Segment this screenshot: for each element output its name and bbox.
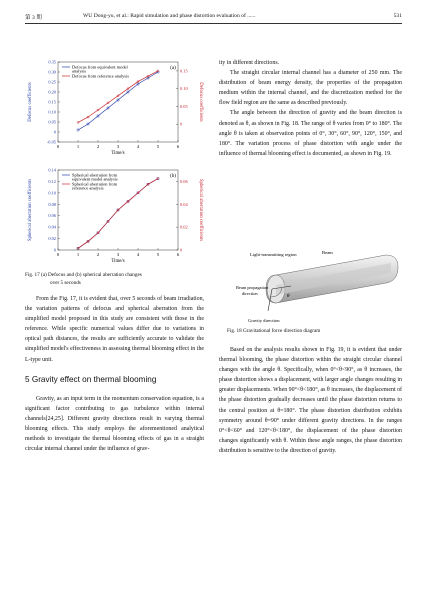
paragraph-gravity-intro: Gravity, as an input term in the momentum conservation equation, is a significant factor contributing to gas turbulence within internal channels[24,25]. Different gravity directions result in varying thermal blooming effects. This study employs the aforementioned analytical methods to investigate the thermal blooming effects of gas in a straight circular internal channel under the influence of grav- bbox=[25, 395, 204, 453]
page-number: 531 bbox=[393, 13, 402, 19]
y-tick-label: -0.05 bbox=[46, 139, 56, 145]
label-theta: θ bbox=[287, 294, 290, 299]
paragraph-fig17-discussion: From the Fig. 17, it is evident that, over 5 seconds of beam irradiation, the variation patterns of defocus and spherical aberration from the simplified model proposed in this study are consistent with those in the reference. While specific numerical values differ due to variations in optical path distances, the results are sufficiently accurate to validate the simplified model's effectiveness in assessing thermal blooming effect in the L-type unit. bbox=[25, 296, 204, 363]
x-tick-label: 2 bbox=[96, 252, 100, 257]
fig17-caption-line2: over 5 seconds bbox=[50, 280, 81, 286]
y-tick-label: 0.20 bbox=[48, 89, 56, 95]
label-beam: Beam bbox=[322, 250, 333, 255]
y2-axis-label: Defocus coefficients bbox=[198, 82, 203, 122]
label-propagation-2: direction bbox=[242, 291, 258, 296]
y2-tick-label: 0.04 bbox=[180, 201, 188, 207]
x-tick-label: 6 bbox=[176, 252, 180, 257]
legend-label: Defocus from equivalent model bbox=[72, 64, 128, 70]
legend-label-cont: reference analysis bbox=[72, 185, 104, 191]
figure-17-charts bbox=[25, 58, 205, 273]
y-tick-label: 0.30 bbox=[48, 69, 56, 75]
y-tick-label: 0 bbox=[53, 247, 56, 253]
paragraph-angle: The angle between the direction of gravity and the beam direction is denoted as θ, as shown in Fig. 18. The range of θ varies from 0° to 180°. The angle θ is taken at observation points of 0°, 30°, 60°, 90°, 120°, 150°, and 180°. The variation process of phase distortion with angle under the influence of thermal blooming effect is documented, as shown in Fig. 19. bbox=[219, 110, 402, 157]
panel-label: (b) bbox=[170, 174, 176, 179]
y2-axis-label: Spherical aberration coefficients bbox=[198, 178, 203, 242]
y2-tick-label: 0.05 bbox=[180, 103, 188, 109]
y2-tick-label: 0.06 bbox=[180, 178, 188, 184]
figure-17-caption bbox=[25, 271, 204, 287]
running-title: WU Dong-yu, et al.: Rapid simulation and phase distortion evaluation of ...... bbox=[83, 13, 256, 19]
y-axis-label: Defocus coefficients bbox=[28, 82, 33, 122]
y-axis-label: Spherical aberration coefficients bbox=[28, 178, 33, 242]
issue-number: 第 3 期 bbox=[25, 15, 42, 21]
legend-label-cont: equivalent model analysis bbox=[72, 176, 118, 182]
legend-label: Spherical aberration from bbox=[72, 172, 118, 178]
y2-tick-label: 0.10 bbox=[180, 86, 188, 92]
y2-tick-label: 0.15 bbox=[180, 68, 188, 74]
section-heading-5: 5 Gravity effect on thermal blooming bbox=[25, 374, 157, 384]
x-tick-label: 0 bbox=[56, 144, 60, 149]
figure-18-caption: Fig. 18 Gravitational force direction diagram bbox=[227, 328, 321, 334]
x-tick-label: 6 bbox=[176, 144, 180, 149]
label-propagation-1: Beam propagation bbox=[236, 285, 269, 290]
label-light-region: Light-transmitting region bbox=[250, 252, 297, 257]
x-tick-label: 3 bbox=[116, 144, 120, 149]
y-tick-label: 0.04 bbox=[48, 224, 56, 230]
x-tick-label: 5 bbox=[156, 144, 160, 149]
legend-label: Spherical aberration from bbox=[72, 181, 118, 187]
panel-label: (a) bbox=[170, 66, 176, 71]
y-tick-label: 0.10 bbox=[48, 109, 56, 115]
fig17-caption-line1: Fig. 17 (a) Defocus and (b) spherical aberration changes bbox=[25, 272, 142, 278]
legend-label: Defocus from reference analysis bbox=[72, 73, 129, 79]
x-axis-label: Time/s bbox=[111, 151, 125, 156]
y2-tick-label: 0 bbox=[180, 247, 183, 253]
y-tick-label: 0.02 bbox=[48, 236, 56, 242]
x-tick-label: 1 bbox=[76, 252, 80, 257]
x-tick-label: 4 bbox=[136, 144, 140, 149]
y-tick-label: 0.35 bbox=[48, 59, 56, 65]
y-tick-label: 0.12 bbox=[48, 178, 56, 184]
y-tick-label: 0 bbox=[53, 129, 56, 135]
x-axis-label: Time/s bbox=[111, 259, 125, 264]
paragraph-channel: The straight circular internal channel has a diameter of 250 mm. The distribution of beam energy density, the properties of the propagation medium within the internal channel, and the discretization method for the flow field region are the same as described previously. bbox=[219, 70, 402, 107]
paragraph-continuation: ity in different directions. bbox=[219, 60, 280, 66]
y-tick-label: 0.08 bbox=[48, 201, 56, 207]
y-tick-label: 0.06 bbox=[48, 213, 56, 219]
paragraph-results: Based on the analysis results shown in Fig. 19, it is evident that under thermal blooming, the phase distortion within the straight circular channel changes with the angle θ. Specifically, when 0°<θ<90°, as θ increases, the phase distortion shows a displacement, with larger angle changes resulting in greater displacements. When 90°<θ<180°, as θ increases, the displacement of the phase distortion gradually decreases until the phase distortion returns to the central position at θ=180°. The phase distortion distribution exhibits symmetry around θ=90° under different gravity directions. In the ranges 0°<θ<60° and 120°<θ<180°, the displacement of the phase distortion changes significantly with θ. Within these angle ranges, the phase distortion distribution is sensitive to the direction of gravity. bbox=[219, 347, 402, 454]
y-tick-label: 0.25 bbox=[48, 79, 56, 85]
figure-18-diagram bbox=[236, 245, 406, 325]
y-tick-label: 0.15 bbox=[48, 99, 56, 105]
x-tick-label: 0 bbox=[56, 252, 60, 257]
label-gravity: Gravity direction bbox=[248, 318, 280, 323]
y2-tick-label: 0 bbox=[180, 121, 183, 127]
legend-label-cont: analysis bbox=[72, 68, 87, 74]
x-tick-label: 1 bbox=[76, 144, 80, 149]
x-tick-label: 4 bbox=[136, 252, 140, 257]
y-tick-label: 0.10 bbox=[48, 190, 56, 196]
y-tick-label: 0.14 bbox=[48, 167, 56, 173]
x-tick-label: 2 bbox=[96, 144, 100, 149]
x-tick-label: 3 bbox=[116, 252, 120, 257]
x-tick-label: 5 bbox=[156, 252, 160, 257]
y2-tick-label: 0.02 bbox=[180, 224, 188, 230]
running-header bbox=[25, 11, 402, 24]
y-tick-label: 0.05 bbox=[48, 119, 56, 125]
